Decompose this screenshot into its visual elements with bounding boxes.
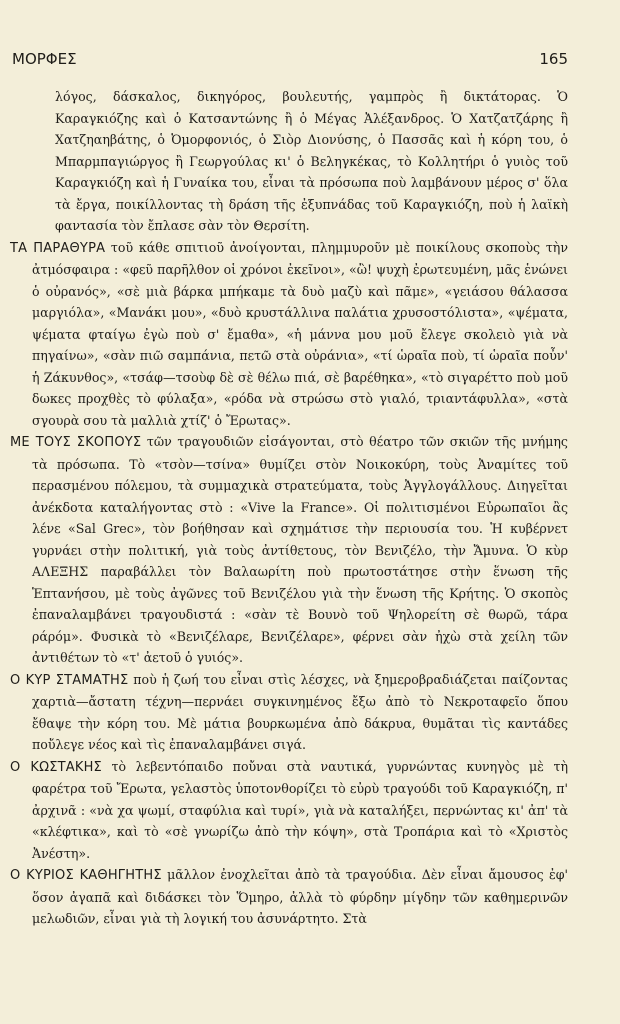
paragraph-text: τὸ λεβεντόπαιδο ποὔναι στὰ ναυτικά, γυρνώντας κυνηγὸς μὲ τὴ φαρέτρα τοῦ Ἔρωτα, γελαστὸς ὑποτονθορίζει τὸ εὐρὺ τραγούδι τοῦ Καραγκιόζη, π' ἀρχινᾶ : «νὰ χα ψωμί, σταφύλια καὶ τυρί», γιὰ νὰ καταλήξει, περνώντας κι' ἀπ' τὰ «κλέφτικα», καὶ τὸ «σὲ γνωρίζω ἀπὸ τὴν κόψη», στὰ Τροπάρια καὶ τὸ «Χριστὸς Ἀνέστη».: [32, 758, 568, 861]
paragraph-text: μᾶλλον ἐνοχλεῖται ἀπὸ τὰ τραγούδια. Δὲν εἶναι ἄμουσος ἐφ' ὅσον ἀγαπᾶ καὶ διδάσκει τὸν Ὅμηρο, ἀλλὰ τὸ φύρδην μίγδην τῶν καθημερινῶν μελωδιῶν, εἶναι γιὰ τὴ λογική του ἀσυνάρτητο. Στὰ: [32, 867, 569, 926]
paragraph-text: τῶν τραγουδιῶν εἰσάγονται, στὸ θέατρο τῶν σκιῶν τῆς μνήμης τὰ πρόσωπα. Τὸ «τσὸν—τσίνα» θυμίζει στὸν Νοικοκύρη, τοὺς Ἀναμίτες τοῦ περασμένου πόλεμου, τὰ συμμαχικὰ στρατεύματα, τοὺς Ἀγγλογάλλους. Διηγεῖται ἀνέκδοτα καταλήγοντας στὸ : «Vive la France». Οἱ πολιτισμένοι Εὐρωπαῖοι ἂς λένε «Sal Grec», τὸν βοήθησαν καὶ σχημάτισε τὴν περιουσία του. Ἡ κυβέρνετ γυρνάει στὴν πολιτική, γιὰ τοὺς ἀντίθετους, τὸν Βενιζέλο, τὴν Ἄμυνα. Ὁ κὺρ ΑΛΕΞΗΣ παραβάλλει τὸν Βαλαωρίτη ποὺ πρωτοστάτησε στὴν ἕνωση τῆς Ἑπτανήσου, μὲ τοὺς ἀγῶνες τοῦ Βενιζέλου γιὰ τὴν ἕνωση τῆς Κρήτης. Ὁ σκοπὸς ἐπαναλαμβάνει τραγουδιστά : «σὰν τὲ Βουνὸ τοῦ Ψηλορείτη σὲ θωρῶ, τάρα ράρόμ». Φυσικὰ τὸ «Βενιζέλαρε, Βενιζέλαρε», φέρνει σὰν ἠχὼ στὰ χείλη τῶν ἀντιθέτων τὸ «τ' ἀετοῦ ὁ γυιός».: [32, 434, 568, 665]
paragraph-windows: [10, 237, 568, 432]
paragraph-heading: Ο ΚΥΡΙΟΣ ΚΑΘΗΓΗΤΗΣ: [10, 868, 162, 883]
paragraph-heading: ΜΕ ΤΟΥΣ ΣΚΟΠΟΥΣ: [10, 435, 142, 450]
paragraph-tunes: [10, 431, 568, 669]
paragraph-heading: ΤΑ ΠΑΡΑΘΥΡΑ: [10, 240, 106, 256]
paragraph-text: ποὺ ἡ ζωή του εἶναι στὶς λέσχες, νὰ ξημεροβραδιάζεται παίζοντας χαρτιὰ—ἄστατη τέχνη—περνάει συγκινημένος ἔξω ἀπὸ τὸ Νεκροταφεῖο ὅπου ἔθαψε τὴν κόρη του. Μὲ μάτια βουρκωμένα ἀπὸ δάκρυα, θυμᾶται τὶς καντάδες ποὔλεγε νέος καὶ τὶς ἐπαναλαμβάνει σιγά.: [32, 671, 568, 752]
running-title: ΜΟΡΦΕΣ: [12, 50, 77, 68]
body-text: [10, 86, 568, 930]
paragraph-kostakis: [10, 756, 568, 865]
page-number: 165: [539, 50, 568, 68]
paragraph-heading: Ο ΚΩΣΤΑΚΗΣ: [10, 759, 102, 775]
paragraph-text: λόγος, δάσκαλος, δικηγόρος, βουλευτής, γαμπρὸς ἢ δικτάτορας. Ὁ Καραγκιόζης καὶ ὁ Κατσαντώνης ἢ ὁ Μέγας Ἀλέξανδρος. Ὁ Χατζατζάρης ἢ Χατζηαηβάτης, ὁ Ὀμορφονιός, ὁ Σιὸρ Διονύσης, ὁ Πασσᾶς καὶ ἡ κόρη του, ὁ Μπαρμπαγιώργος ἢ Γεωργούλας κι' ὁ Βεληγκέκας, τὸ Κολλητήρι ὁ γυιὸς τοῦ Καραγκιόζη καὶ ἡ Γυναίκα του, εἶναι τὰ πρόσωπα ποὺ λαμβάνουν μέρος σ' ὅλα τὰ ἔργα, ποικίλλοντας τὴ δράση τῆς ἐξυπνάδας τοῦ Καραγκιόζη, ποὺ ἡ λαϊκὴ φαντασία τὸν ἔπλασε σὰν τὸν Θερσίτη.: [55, 89, 568, 233]
paragraph-professor: [10, 864, 568, 930]
paragraph-kyr-stamatis: [10, 669, 568, 756]
paragraph-heading: Ο ΚΥΡ ΣΤΑΜΑΤΗΣ: [10, 672, 129, 688]
running-header: [10, 50, 568, 68]
paragraph-continuation: [10, 86, 568, 237]
paragraph-text: τοῦ κάθε σπιτιοῦ ἀνοίγονται, πλημμυροῦν μὲ ποικίλους σκοποὺς τὴν ἀτμόσφαιρα : «φεῦ παρῆλθον οἱ χρόνοι ἐκεῖνοι», «ὢ! ψυχὴ ἐρωτευμένη, μᾶς ἑνώνει ὁ οὐρανός», «σὲ μιὰ βάρκα μπήκαμε τὰ δυὸ μαζὺ καὶ πᾶμε», «γειάσου θάλασσα μαργιόλα», «Μανάκι μου», «δυὸ κρυστάλλινα παλάτια χρυσοστόλιστα», «ψέματα, ψέματα φταίγω ἐγὼ ποὺ σ' ἔμαθα», «ἡ μάννα μου μοῦ ἔλεγε σκολειὸ γιὰ νὰ πηγαίνω», «σὰν πιῶ σαμπάνια, πετῶ στὰ οὐράνια», «τί ὡραῖα ποὺ, τί ὡραῖα ποὖν' ἡ Ζάκυνθος», «τσάφ—τσοὺφ δὲ σὲ θέλω πιά, σὲ βαρέθηκα», «τὸ σιγαρέττο ποὺ μοῦ δωκες προχθὲς τὸ φύλαξα», «ρόδα νὰ στρώσω στὸ γιαλό, τριαντάφυλλα», «στὰ σγουρὰ σου τὰ μαλλιὰ χτίζ' ὁ Ἔρωτας».: [32, 239, 568, 428]
